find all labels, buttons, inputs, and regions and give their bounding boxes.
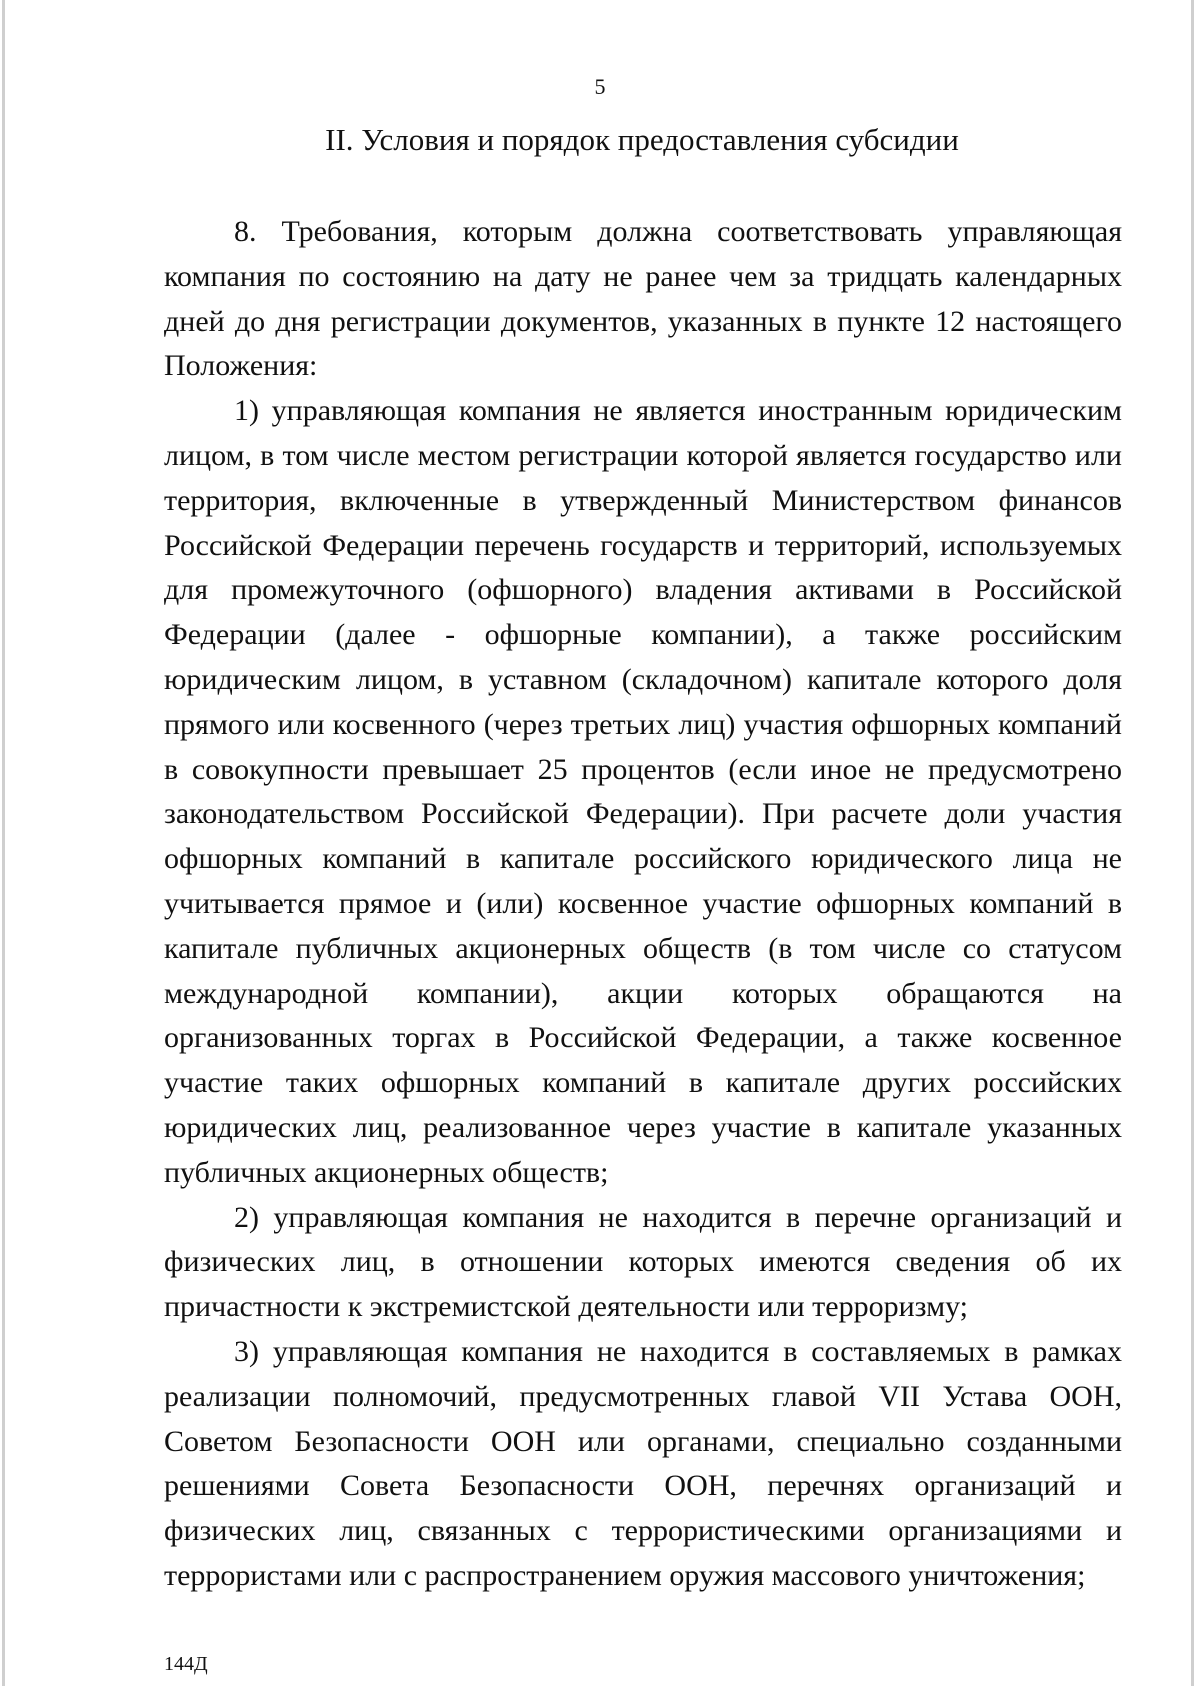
document-body [164, 210, 1122, 1599]
scan-edge-left [2, 0, 5, 1686]
paragraph-item-2: 2) управляющая компания не находится в перечне организаций и физических лиц, в отношении которых имеются сведения об их причастности к экстремистской деятельности или терроризму; [164, 1200, 1122, 1324]
footer-code: 144Д [164, 1653, 208, 1675]
paragraph-requirements: 8. Требования, которым должна соответствовать управляющая компания по состоянию на дату не ранее чем за тридцать календарных дней до дня регистрации документов, указанных в пункте 12 настоящего Положения: [164, 215, 1122, 383]
page-number: 5 [594, 74, 606, 99]
scan-edge-right [1191, 0, 1194, 1686]
paragraph-item-3: 3) управляющая компания не находится в составляемых в рамках реализации полномочий, предусмотренных главой VII Устава ООН, Советом Безопасности ООН или органами, специально созданными решениями Совета Безопасности ООН, перечнях организаций и физических лиц, связанных с террористическими организациями и террористами или с распространением оружия массового уничтожения; [164, 1334, 1122, 1592]
paragraph-item-1: 1) управляющая компания не является иностранным юридическим лицом, в том числе местом регистрации которой является государство или территория, включенные в утвержденный Министерством финансов Российской Федерации перечень государств и территорий, используемых для промежуточного (офшорного) владения активами в Российской Федерации (далее - офшорные компании), а также российским юридическим лицом, в уставном (складочном) капитале которого доля прямого или косвенного (через третьих лиц) участия офшорных компаний в совокупности превышает 25 процентов (если иное не предусмотрено законодательством Российской Федерации). При расчете доли участия офшорных компаний в капитале российского юридического лица не учитывается прямое и (или) косвенное участие офшорных компаний в капитале публичных акционерных обществ (в том числе со статусом международной компании), акции которых обращаются на организованных торгах в Российской Федерации, а также косвенное участие таких офшорных компаний в капитале других российских юридических лиц, реализованное через участие в капитале указанных публичных акционерных обществ; [164, 394, 1122, 1189]
section-title: II. Условия и порядок предоставления субсидии [325, 122, 959, 157]
